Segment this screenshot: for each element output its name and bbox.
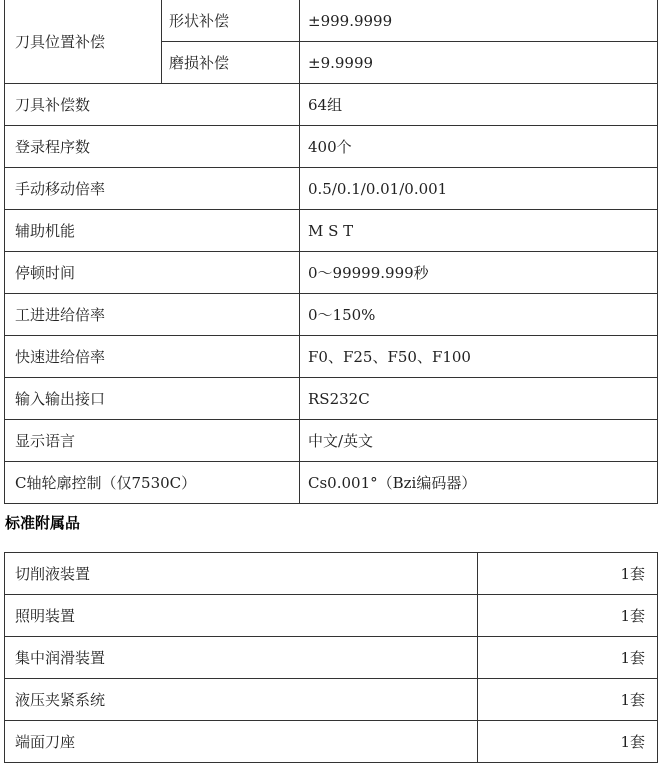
spec-label: 工进进给倍率 — [5, 294, 300, 336]
spec-value: Cs0.001°（Bzi编码器） — [300, 462, 658, 504]
accessory-name: 端面刀座 — [5, 721, 478, 763]
spec-row — [5, 126, 658, 168]
spec-row — [5, 84, 658, 126]
spec-value: 0～150% — [300, 294, 658, 336]
spec-row — [5, 462, 658, 504]
section-heading-accessories: 标准附属品 — [5, 514, 81, 532]
spec-row — [5, 294, 658, 336]
spec-label-tool-position-comp: 刀具位置补偿 — [5, 0, 162, 84]
spec-label: C轴轮廓控制（仅7530C） — [5, 462, 300, 504]
spec-row — [5, 336, 658, 378]
accessory-row — [5, 721, 658, 763]
accessory-qty: 1套 — [478, 595, 658, 637]
spec-value: RS232C — [300, 378, 658, 420]
spec-label: 登录程序数 — [5, 126, 300, 168]
accessory-qty: 1套 — [478, 679, 658, 721]
spec-value-wear-comp: ±9.9999 — [300, 42, 658, 84]
accessory-row — [5, 595, 658, 637]
accessory-name: 照明装置 — [5, 595, 478, 637]
accessory-row — [5, 637, 658, 679]
spec-label: 输入输出接口 — [5, 378, 300, 420]
spec-value: F0、F25、F50、F100 — [300, 336, 658, 378]
spec-label: 手动移动倍率 — [5, 168, 300, 210]
accessory-name: 液压夹紧系统 — [5, 679, 478, 721]
spec-label: 刀具补偿数 — [5, 84, 300, 126]
spec-sublabel-shape-comp: 形状补偿 — [162, 0, 300, 42]
spec-label: 显示语言 — [5, 420, 300, 462]
spec-row — [5, 210, 658, 252]
spec-row-shape-comp — [5, 0, 658, 42]
accessory-qty: 1套 — [478, 553, 658, 595]
accessory-row — [5, 553, 658, 595]
accessory-name: 切削液装置 — [5, 553, 478, 595]
accessory-qty: 1套 — [478, 637, 658, 679]
spec-value: M S T — [300, 210, 658, 252]
spec-value: 中文/英文 — [300, 420, 658, 462]
spec-row — [5, 252, 658, 294]
spec-value: 400个 — [300, 126, 658, 168]
spec-sublabel-wear-comp: 磨损补偿 — [162, 42, 300, 84]
spec-label: 辅助机能 — [5, 210, 300, 252]
spec-value: 0～99999.999秒 — [300, 252, 658, 294]
accessory-name: 集中润滑装置 — [5, 637, 478, 679]
accessory-qty: 1套 — [478, 721, 658, 763]
spec-label: 快速进给倍率 — [5, 336, 300, 378]
accessory-row — [5, 679, 658, 721]
spec-table — [4, 0, 658, 504]
accessories-table — [4, 552, 658, 763]
spec-row — [5, 420, 658, 462]
spec-row — [5, 168, 658, 210]
spec-row — [5, 378, 658, 420]
spec-value-shape-comp: ±999.9999 — [300, 0, 658, 42]
spec-value: 64组 — [300, 84, 658, 126]
spec-value: 0.5/0.1/0.01/0.001 — [300, 168, 658, 210]
spec-label: 停顿时间 — [5, 252, 300, 294]
